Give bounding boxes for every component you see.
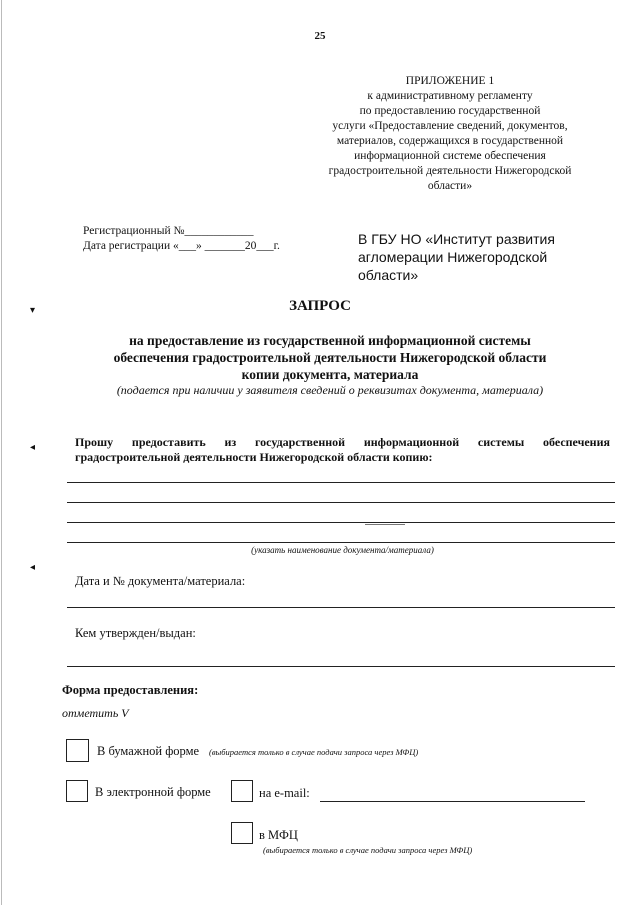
approved-by-label: Кем утвержден/выдан:	[75, 626, 196, 640]
document-name-line[interactable]	[67, 502, 615, 503]
document-name-line[interactable]	[67, 522, 615, 523]
approved-by-line[interactable]	[67, 666, 615, 667]
electronic-form-checkbox[interactable]	[66, 780, 88, 802]
paper-form-checkbox[interactable]	[66, 739, 89, 762]
mark-hint: отметить V	[62, 706, 129, 720]
appendix-line: услуги «Предоставление сведений, документов,	[332, 120, 568, 132]
email-checkbox[interactable]	[231, 780, 253, 802]
subtitle-line: обеспечения градостроительной деятельности Нижегородской области	[113, 350, 547, 365]
paper-form-note: (выбирается только в случае подачи запроса через МФЦ)	[209, 747, 419, 757]
scan-mark: ◂	[30, 442, 36, 453]
document-name-line[interactable]	[67, 542, 615, 543]
scan-artifact	[365, 524, 405, 525]
mfc-checkbox[interactable]	[231, 822, 253, 844]
page-number: 25	[314, 30, 326, 42]
request-text: Прошу предоставить из государственной информационной системы обеспечения градостроительной деятельности Нижегородской области копию:	[75, 435, 610, 464]
document-title: ЗАПРОС	[289, 298, 351, 314]
date-number-line[interactable]	[67, 607, 615, 608]
email-input-line[interactable]	[320, 801, 585, 802]
appendix-line: информационной системе обеспечения	[354, 150, 546, 162]
subtitle-line: на предоставление из государственной информационной системы	[129, 333, 531, 348]
document-name-hint: (указать наименование документа/материала)	[251, 545, 434, 555]
subtitle-note: (подается при наличии у заявителя сведений о реквизитах документа, материала)	[116, 383, 544, 397]
email-label: на e-mail:	[259, 786, 310, 800]
appendix-title: ПРИЛОЖЕНИЕ 1	[405, 75, 495, 87]
document-name-line[interactable]	[67, 482, 615, 483]
form-heading: Форма предоставления:	[62, 683, 199, 697]
date-number-label: Дата и № документа/материала:	[75, 574, 246, 588]
scan-edge	[1, 0, 2, 905]
appendix-line: области»	[427, 180, 473, 192]
appendix-line: по предоставлению государственной	[359, 105, 541, 117]
mfc-label: в МФЦ	[259, 828, 298, 842]
paper-form-label: В бумажной форме	[97, 744, 200, 758]
appendix-block	[300, 74, 600, 194]
document-subtitle	[60, 332, 600, 383]
registration-date-field[interactable]: Дата регистрации «___» _______20___г.	[83, 240, 280, 252]
scan-mark: ▾	[30, 305, 36, 316]
appendix-line: к административному регламенту	[367, 90, 533, 102]
mfc-note: (выбирается только в случае подачи запроса через МФЦ)	[263, 845, 473, 855]
appendix-line: градостроительной деятельности Нижегородской	[328, 165, 572, 177]
registration-number-field[interactable]: Регистрационный №____________	[83, 225, 254, 237]
addressee: В ГБУ НО «Институт развития агломерации Нижегородской области»	[358, 231, 555, 283]
appendix-line: материалов, содержащихся в государственной	[336, 135, 564, 147]
scan-mark: ◂	[30, 562, 36, 573]
subtitle-line: копии документа, материала	[241, 367, 419, 382]
registration-block	[83, 224, 280, 254]
electronic-form-label: В электронной форме	[95, 785, 211, 799]
